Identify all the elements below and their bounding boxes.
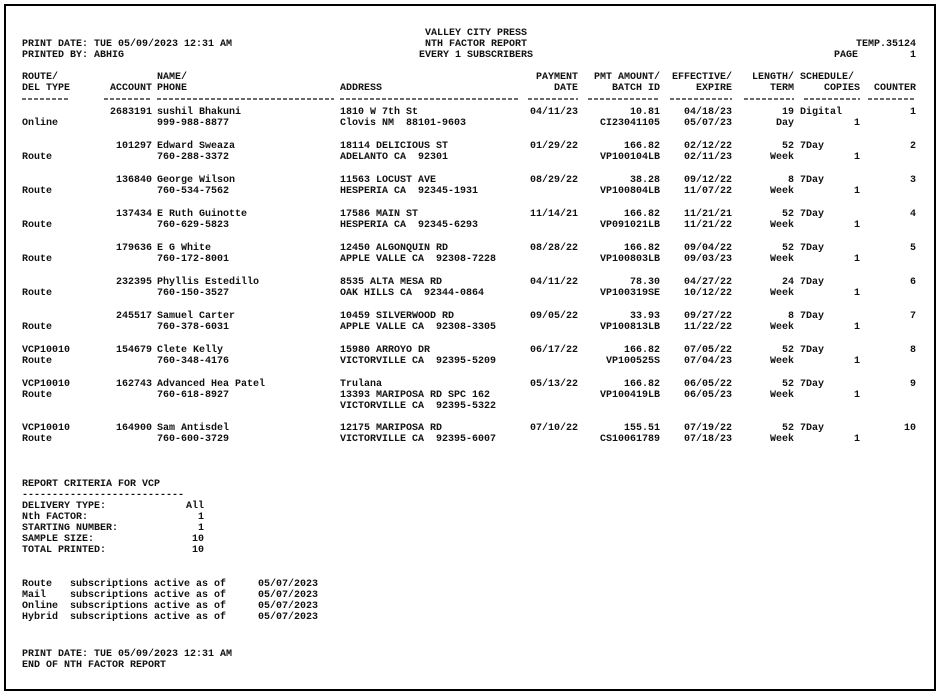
row-copies: 1 (853, 390, 860, 401)
report-title-line2: NTH FACTOR REPORT (424, 39, 528, 50)
row-batch-id: VP091021LB (599, 220, 660, 231)
row-phone: 760-172-8001 (157, 254, 230, 265)
criteria-label: SAMPLE SIZE: (22, 534, 95, 545)
row-effective: 11/21/21 (683, 209, 732, 220)
criteria-value: 10 (191, 534, 204, 545)
row-address-line1: 15980 ARROYO DR (340, 345, 431, 356)
row-pmt-amount: 78.30 (629, 277, 660, 288)
criteria-title: REPORT CRITERIA FOR VCP (22, 479, 161, 490)
row-name: Edward Sweaza (157, 141, 236, 152)
row-address-line1: 12175 MARIPOSA RD (340, 423, 443, 434)
row-del-type: Route (22, 220, 53, 231)
row-account: 164900 (115, 423, 152, 434)
row-expire: 11/07/22 (683, 186, 732, 197)
row-term: Week (769, 322, 794, 333)
col-payment: PAYMENT (535, 72, 578, 83)
row-phone: 760-618-8927 (157, 390, 230, 401)
row-term: Week (769, 356, 794, 367)
row-payment-date: 01/29/22 (529, 141, 578, 152)
row-payment-date: 06/17/22 (529, 345, 578, 356)
row-address-line1: 10459 SILVERWOOD RD (340, 311, 455, 322)
row-copies: 1 (853, 254, 860, 265)
row-counter: 3 (909, 175, 916, 186)
row-effective: 07/05/22 (683, 345, 732, 356)
row-account: 2683191 (109, 107, 152, 118)
row-del-type: Route (22, 356, 53, 367)
row-batch-id: VP100419LB (599, 390, 660, 401)
col-copies: COPIES (823, 83, 860, 94)
row-length: 52 (781, 141, 794, 152)
row-pmt-amount: 10.81 (629, 107, 660, 118)
row-phone: 760-150-3527 (157, 288, 230, 299)
row-schedule: 7Day (800, 379, 825, 390)
row-address-line1: 18114 DELICIOUS ST (340, 141, 449, 152)
row-batch-id: VP100104LB (599, 152, 660, 163)
row-term: Week (769, 152, 794, 163)
row-del-type: Route (22, 288, 53, 299)
row-length: 8 (787, 311, 794, 322)
row-payment-date: 04/11/22 (529, 277, 578, 288)
row-batch-id: VP100804LB (599, 186, 660, 197)
row-expire: 09/03/23 (683, 254, 732, 265)
row-copies: 1 (853, 118, 860, 129)
row-term: Week (769, 434, 794, 445)
criteria-value: All (185, 501, 204, 512)
row-payment-date: 05/13/22 (529, 379, 578, 390)
row-payment-date: 08/28/22 (529, 243, 578, 254)
row-name: E Ruth Guinotte (157, 209, 248, 220)
row-pmt-amount: 166.82 (623, 345, 660, 356)
row-copies: 1 (853, 220, 860, 231)
row-address-line2: HESPERIA CA 92345-1931 (340, 186, 479, 197)
row-term: Week (769, 220, 794, 231)
active-type: Route (22, 579, 53, 590)
row-expire: 05/07/23 (683, 118, 732, 129)
active-date: 05/07/2023 (258, 579, 319, 590)
row-length: 52 (781, 379, 794, 390)
row-schedule: 7Day (800, 175, 825, 186)
row-batch-id: VP100813LB (599, 322, 660, 333)
row-address-line3: VICTORVILLE CA 92395-5322 (340, 401, 497, 412)
row-account: 245517 (115, 311, 152, 322)
row-payment-date: 04/11/23 (529, 107, 578, 118)
row-length: 52 (781, 345, 794, 356)
row-schedule: 7Day (800, 345, 825, 356)
row-address-line1: 17586 MAIN ST (340, 209, 419, 220)
row-address-line2: APPLE VALLE CA 92308-7228 (340, 254, 497, 265)
row-pmt-amount: 166.82 (623, 243, 660, 254)
row-schedule: 7Day (800, 209, 825, 220)
row-address-line1: 12450 ALGONQUIN RD (340, 243, 449, 254)
row-route: VCP10010 (22, 345, 71, 356)
row-address-line1: 11563 LOCUST AVE (340, 175, 437, 186)
row-term: Week (769, 390, 794, 401)
row-pmt-amount: 33.93 (629, 311, 660, 322)
row-address-line2: OAK HILLS CA 92344-0864 (340, 288, 485, 299)
col-length: LENGTH/ (751, 72, 794, 83)
row-copies: 1 (853, 322, 860, 333)
row-batch-id: VP100319SE (599, 288, 660, 299)
row-account: 136840 (115, 175, 152, 186)
row-pmt-amount: 166.82 (623, 141, 660, 152)
row-counter: 7 (909, 311, 916, 322)
page-label: PAGE (834, 50, 859, 61)
row-name: sushil Bhakuni (157, 107, 242, 118)
row-payment-date: 11/14/21 (529, 209, 578, 220)
row-batch-id: VP100803LB (599, 254, 660, 265)
row-payment-date: 07/10/22 (529, 423, 578, 434)
criteria-dash-rule: --------------------------- (22, 490, 185, 501)
row-copies: 1 (853, 288, 860, 299)
header-dash-rule (22, 97, 918, 101)
row-phone: 760-288-3372 (157, 152, 230, 163)
row-pmt-amount: 38.28 (629, 175, 660, 186)
col-name: NAME/ (157, 72, 188, 83)
row-phone: 760-534-7562 (157, 186, 230, 197)
col-counter: COUNTER (873, 83, 916, 94)
col-route: ROUTE/ (22, 72, 59, 83)
row-route: VCP10010 (22, 423, 71, 434)
footer-end: END OF NTH FACTOR REPORT (22, 660, 167, 671)
row-account: 162743 (115, 379, 152, 390)
col-pmt-amount: PMT AMOUNT/ (593, 72, 660, 83)
active-text: subscriptions active as of (70, 579, 227, 590)
row-schedule: 7Day (800, 243, 825, 254)
row-phone: 760-629-5823 (157, 220, 230, 231)
criteria-value: 10 (191, 545, 204, 556)
active-type: Online (22, 601, 59, 612)
row-expire: 07/18/23 (683, 434, 732, 445)
row-length: 52 (781, 423, 794, 434)
row-counter: 9 (909, 379, 916, 390)
row-del-type: Route (22, 254, 53, 265)
active-type: Hybrid (22, 612, 59, 623)
row-expire: 11/21/22 (683, 220, 732, 231)
print-date: PRINT DATE: TUE 05/09/2023 12:31 AM (22, 39, 233, 50)
row-account: 232395 (115, 277, 152, 288)
col-effective: EFFECTIVE/ (671, 72, 732, 83)
row-del-type: Route (22, 434, 53, 445)
row-address-line2: Clovis NM 88101-9603 (340, 118, 467, 129)
row-schedule: 7Day (800, 311, 825, 322)
row-pmt-amount: 166.82 (623, 379, 660, 390)
active-text: subscriptions active as of (70, 590, 227, 601)
row-length: 8 (787, 175, 794, 186)
row-length: 24 (781, 277, 794, 288)
col-address: ADDRESS (340, 83, 383, 94)
row-effective: 04/27/22 (683, 277, 732, 288)
criteria-label: TOTAL PRINTED: (22, 545, 107, 556)
row-del-type: Route (22, 322, 53, 333)
criteria-value: 1 (197, 512, 204, 523)
row-term: Week (769, 186, 794, 197)
row-name: Clete Kelly (157, 345, 224, 356)
report-page (4, 4, 936, 691)
row-name: E G White (157, 243, 212, 254)
active-date: 05/07/2023 (258, 590, 319, 601)
col-account: ACCOUNT (109, 83, 152, 94)
row-copies: 1 (853, 186, 860, 197)
report-title-line1: VALLEY CITY PRESS (424, 28, 528, 39)
row-name: Phyllis Estedillo (157, 277, 260, 288)
row-counter: 5 (909, 243, 916, 254)
row-payment-date: 08/29/22 (529, 175, 578, 186)
row-name: Advanced Hea Patel (157, 379, 266, 390)
row-address-line1: Trulana (340, 379, 383, 390)
criteria-label: Nth FACTOR: (22, 512, 89, 523)
row-name: Samuel Carter (157, 311, 236, 322)
row-length: 52 (781, 209, 794, 220)
active-date: 05/07/2023 (258, 601, 319, 612)
col-schedule: SCHEDULE/ (800, 72, 855, 83)
row-expire: 11/22/22 (683, 322, 732, 333)
row-schedule: 7Day (800, 141, 825, 152)
row-term: Week (769, 254, 794, 265)
row-counter: 6 (909, 277, 916, 288)
row-counter: 2 (909, 141, 916, 152)
row-phone: 760-348-4176 (157, 356, 230, 367)
row-pmt-amount: 155.51 (623, 423, 660, 434)
row-length: 19 (781, 107, 794, 118)
row-effective: 04/18/23 (683, 107, 732, 118)
row-length: 52 (781, 243, 794, 254)
row-copies: 1 (853, 152, 860, 163)
row-effective: 06/05/22 (683, 379, 732, 390)
row-effective: 09/12/22 (683, 175, 732, 186)
row-address-line2: 13393 MARIPOSA RD SPC 162 (340, 390, 491, 401)
page-number: 1 (909, 50, 916, 61)
row-address-line2: VICTORVILLE CA 92395-6007 (340, 434, 497, 445)
col-phone: PHONE (157, 83, 188, 94)
row-schedule: Digital (800, 107, 843, 118)
footer-print-date: PRINT DATE: TUE 05/09/2023 12:31 AM (22, 649, 233, 660)
row-phone: 760-378-6031 (157, 322, 230, 333)
criteria-value: 1 (197, 523, 204, 534)
row-batch-id: CI23041105 (599, 118, 660, 129)
row-address-line2: VICTORVILLE CA 92395-5209 (340, 356, 497, 367)
row-counter: 4 (909, 209, 916, 220)
active-date: 05/07/2023 (258, 612, 319, 623)
report-title-line3: EVERY 1 SUBSCRIBERS (418, 50, 534, 61)
row-expire: 07/04/23 (683, 356, 732, 367)
col-del-type: DEL TYPE (22, 83, 71, 94)
row-account: 154679 (115, 345, 152, 356)
row-batch-id: VP100525S (605, 356, 660, 367)
row-batch-id: CS10061789 (599, 434, 660, 445)
row-name: George Wilson (157, 175, 236, 186)
col-batch-id: BATCH ID (611, 83, 660, 94)
col-term: TERM (769, 83, 794, 94)
row-del-type: Online (22, 118, 59, 129)
row-phone: 760-600-3729 (157, 434, 230, 445)
row-del-type: Route (22, 390, 53, 401)
row-counter: 8 (909, 345, 916, 356)
row-address-line2: APPLE VALLE CA 92308-3305 (340, 322, 497, 333)
row-effective: 07/19/22 (683, 423, 732, 434)
row-schedule: 7Day (800, 277, 825, 288)
row-account: 137434 (115, 209, 152, 220)
col-date: DATE (553, 83, 578, 94)
row-pmt-amount: 166.82 (623, 209, 660, 220)
criteria-label: STARTING NUMBER: (22, 523, 119, 534)
active-text: subscriptions active as of (70, 601, 227, 612)
col-expire: EXPIRE (695, 83, 732, 94)
row-expire: 10/12/22 (683, 288, 732, 299)
active-text: subscriptions active as of (70, 612, 227, 623)
row-effective: 09/04/22 (683, 243, 732, 254)
row-copies: 1 (853, 356, 860, 367)
row-schedule: 7Day (800, 423, 825, 434)
row-effective: 02/12/22 (683, 141, 732, 152)
criteria-label: DELIVERY TYPE: (22, 501, 107, 512)
row-payment-date: 09/05/22 (529, 311, 578, 322)
row-term: Day (775, 118, 794, 129)
row-effective: 09/27/22 (683, 311, 732, 322)
row-del-type: Route (22, 186, 53, 197)
row-account: 179636 (115, 243, 152, 254)
row-expire: 06/05/23 (683, 390, 732, 401)
active-type: Mail (22, 590, 47, 601)
row-account: 101297 (115, 141, 152, 152)
temp-id: TEMP.35124 (855, 39, 916, 50)
row-copies: 1 (853, 434, 860, 445)
row-term: Week (769, 288, 794, 299)
row-phone: 999-988-8877 (157, 118, 230, 129)
row-name: Sam Antisdel (157, 423, 230, 434)
row-address-line1: 8535 ALTA MESA RD (340, 277, 443, 288)
row-expire: 02/11/23 (683, 152, 732, 163)
row-address-line2: ADELANTO CA 92301 (340, 152, 449, 163)
row-address-line1: 1810 W 7th St (340, 107, 419, 118)
row-route: VCP10010 (22, 379, 71, 390)
row-counter: 10 (903, 423, 916, 434)
printed-by: PRINTED BY: ABHIG (22, 50, 125, 61)
row-del-type: Route (22, 152, 53, 163)
row-counter: 1 (909, 107, 916, 118)
row-address-line2: HESPERIA CA 92345-6293 (340, 220, 479, 231)
